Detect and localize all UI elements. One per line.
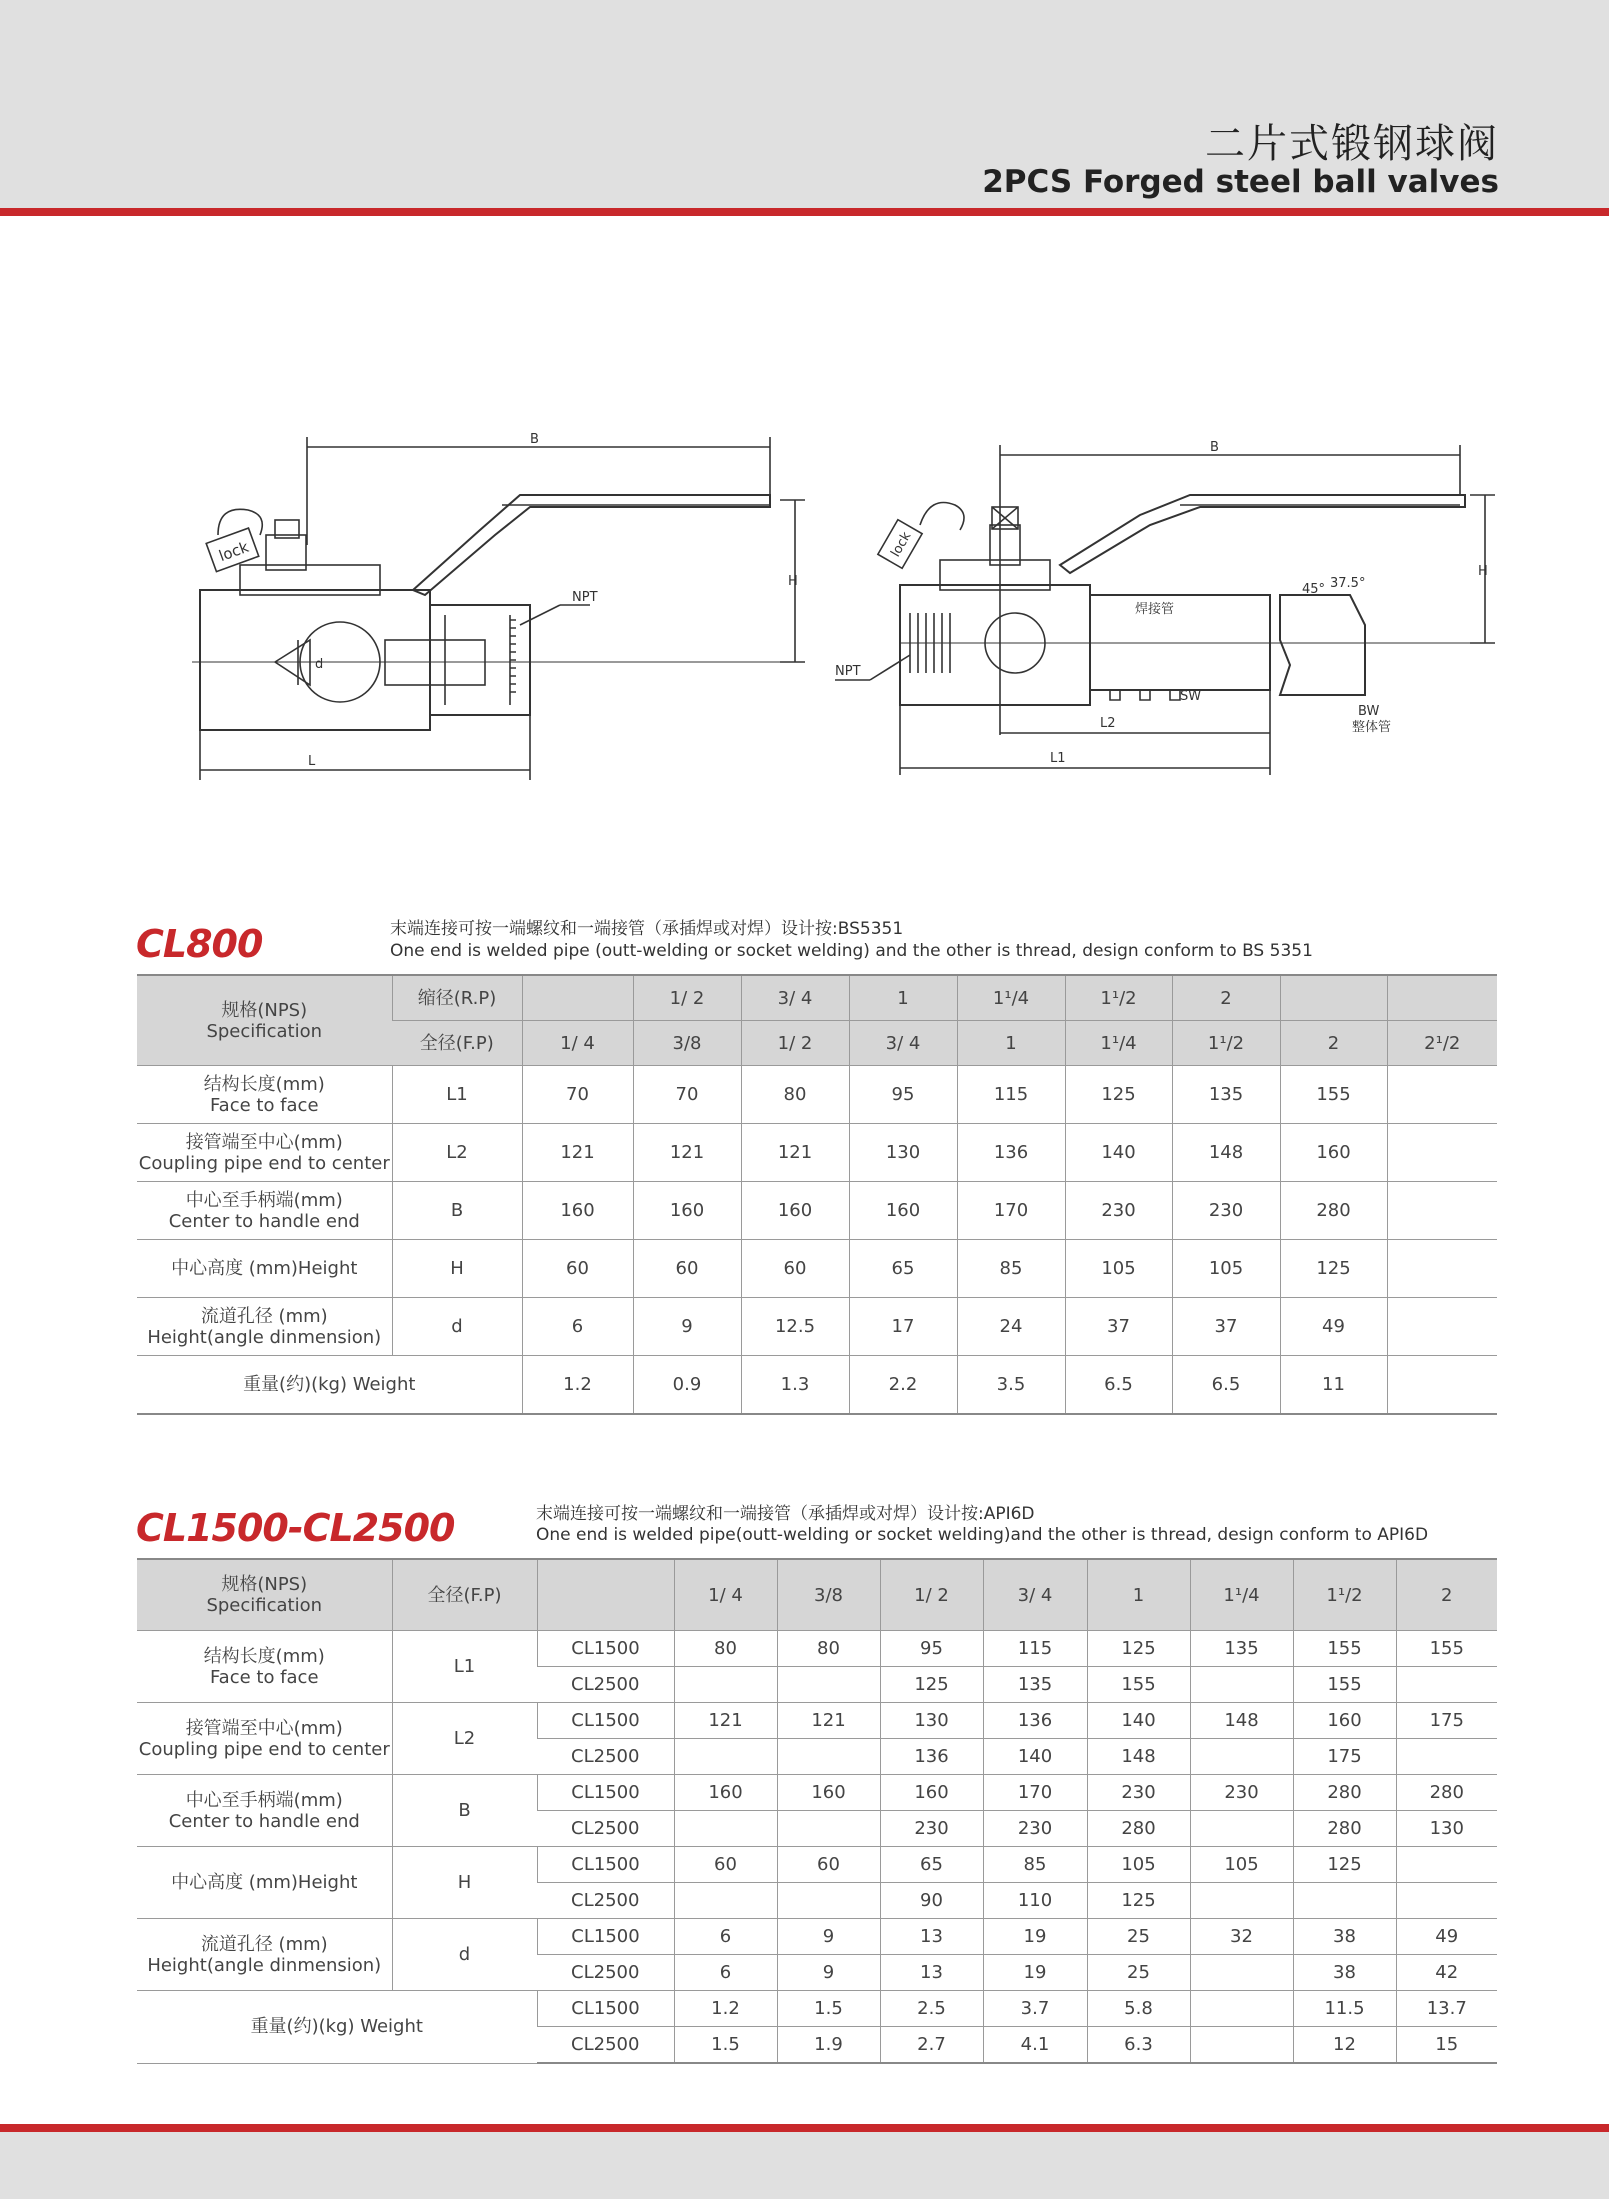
value-cell: 60 — [674, 1847, 777, 1883]
row-label-cell — [137, 1240, 392, 1298]
row-label-en: Center to handle end — [168, 1210, 360, 1232]
value-cell: 9 — [777, 1919, 880, 1955]
left-h-label: H — [788, 574, 798, 589]
value-cell — [674, 1739, 777, 1775]
value-cell: 135 — [1190, 1631, 1293, 1667]
value-cell: 140 — [1087, 1703, 1190, 1739]
value-cell: 155 — [1087, 1667, 1190, 1703]
value-cell: 2.5 — [880, 1991, 983, 2027]
value-cell: 175 — [1293, 1739, 1396, 1775]
fp-size-cell: 1/ 2 — [741, 1021, 849, 1066]
value-cell: 6 — [674, 1919, 777, 1955]
value-cell: 25 — [1087, 1919, 1190, 1955]
value-cell: 135 — [1172, 1066, 1280, 1124]
row-symbol-cell: H — [392, 1240, 522, 1298]
class-cell: CL1500 — [537, 1775, 674, 1811]
value-cell — [1293, 1883, 1396, 1919]
row-label-en: Face to face — [209, 1094, 319, 1116]
row-label-cell — [137, 1919, 392, 1991]
value-cell: 12.5 — [741, 1298, 849, 1356]
cl800-note-en: One end is welded pipe (outt-welding or socket welding) and the other is thread, design conform to BS 5351 — [390, 941, 1313, 961]
rp-size-cell: 1/ 2 — [633, 975, 741, 1021]
value-cell: 65 — [849, 1240, 957, 1298]
value-cell: 60 — [777, 1847, 880, 1883]
row-label-cn: 中心至手柄端(mm) — [185, 1789, 343, 1811]
value-cell: 1.5 — [674, 2027, 777, 2064]
value-cell — [777, 1739, 880, 1775]
value-cell: 1.5 — [777, 1991, 880, 2027]
row-label-cell — [137, 1124, 392, 1182]
cl800-note-cn: 末端连接可按一端螺纹和一端接管（承插焊或对焊）设计按:BS5351 — [390, 919, 904, 939]
right-bw-label: BW — [1358, 704, 1380, 719]
value-cell: 13.7 — [1396, 1991, 1497, 2027]
value-cell: 11.5 — [1293, 1991, 1396, 2027]
row-label-en: Coupling pipe end to center — [138, 1738, 390, 1760]
rp-size-cell — [1280, 975, 1387, 1021]
rp-size-cell: 3/ 4 — [741, 975, 849, 1021]
value-cell: 1.9 — [777, 2027, 880, 2064]
value-cell: 0.9 — [633, 1356, 741, 1415]
right-b-label: B — [1210, 440, 1219, 455]
class-cell: CL2500 — [537, 1739, 674, 1775]
table-row — [137, 1356, 1497, 1415]
fp-size-cell: 1¹/4 — [1065, 1021, 1172, 1066]
value-cell: 175 — [1396, 1703, 1497, 1739]
spec-label-en: Specification — [206, 1020, 323, 1042]
value-cell: 121 — [741, 1124, 849, 1182]
fp-size-cell: 3/8 — [633, 1021, 741, 1066]
table-row — [137, 1775, 1497, 1811]
value-cell: 280 — [1280, 1182, 1387, 1240]
value-cell: 70 — [633, 1066, 741, 1124]
footer-divider — [0, 2124, 1609, 2132]
cl1500-note-cn: 末端连接可按一端螺纹和一端接管（承插焊或对焊）设计按:API6D — [536, 1504, 1035, 1524]
value-cell: 148 — [1087, 1739, 1190, 1775]
size-cell: 1 — [1087, 1559, 1190, 1631]
value-cell: 170 — [957, 1182, 1065, 1240]
value-cell: 148 — [1172, 1124, 1280, 1182]
row-label-cn: 结构长度(mm) — [203, 1645, 325, 1667]
table-row — [137, 1991, 1497, 2027]
value-cell: 140 — [983, 1739, 1087, 1775]
cl1500-note-en: One end is welded pipe(outt-welding or socket welding)and the other is thread, design conform to API6D — [536, 1525, 1429, 1545]
row-label-cell — [137, 1298, 392, 1356]
value-cell: 280 — [1293, 1775, 1396, 1811]
table-row — [137, 1066, 1497, 1124]
value-cell — [1190, 1991, 1293, 2027]
right-l2-label: L2 — [1100, 716, 1116, 731]
value-cell: 4.1 — [983, 2027, 1087, 2064]
value-cell — [1396, 1739, 1497, 1775]
value-cell: 6.3 — [1087, 2027, 1190, 2064]
value-cell: 121 — [522, 1124, 633, 1182]
valve-technical-drawing — [180, 425, 1488, 805]
value-cell: 230 — [880, 1811, 983, 1847]
left-lock-label: lock — [216, 537, 252, 566]
value-cell: 230 — [1087, 1775, 1190, 1811]
value-cell: 230 — [1190, 1775, 1293, 1811]
value-cell: 13 — [880, 1955, 983, 1991]
row-label-cell — [137, 1847, 392, 1919]
size-cell: 1/ 2 — [880, 1559, 983, 1631]
value-cell — [1387, 1124, 1497, 1182]
value-cell: 125 — [1280, 1240, 1387, 1298]
right-weld-pipe-label: 焊接管 — [1135, 602, 1175, 617]
page-title-en: 2PCS Forged steel ball valves — [982, 164, 1499, 200]
row-symbol-cell: B — [392, 1775, 537, 1847]
left-b-label: B — [530, 432, 539, 447]
fp-size-cell: 1/ 4 — [522, 1021, 633, 1066]
rp-size-cell: 1 — [849, 975, 957, 1021]
row-label-cn: 中心高度 (mm)Height — [171, 1872, 358, 1893]
rp-size-cell — [1387, 975, 1497, 1021]
class-cell: CL1500 — [537, 1703, 674, 1739]
cl800-title: CL800 — [136, 922, 263, 966]
value-cell: 80 — [674, 1631, 777, 1667]
value-cell: 60 — [633, 1240, 741, 1298]
value-cell: 140 — [1065, 1124, 1172, 1182]
row-label-cell — [137, 1182, 392, 1240]
cl800-table — [137, 974, 1497, 1415]
fp-size-cell: 2 — [1280, 1021, 1387, 1066]
blank-header-cell — [537, 1559, 674, 1631]
table-row — [137, 1240, 1497, 1298]
value-cell: 136 — [957, 1124, 1065, 1182]
weight-label-cell: 重量(约)(kg) Weight — [137, 1991, 537, 2064]
fp-label-cell: 全径(F.P) — [392, 1559, 537, 1631]
value-cell — [1190, 1739, 1293, 1775]
fp-label-cell: 全径(F.P) — [392, 1021, 522, 1066]
value-cell: 125 — [1293, 1847, 1396, 1883]
value-cell: 80 — [777, 1631, 880, 1667]
value-cell: 160 — [633, 1182, 741, 1240]
table-row — [137, 1703, 1497, 1739]
class-cell: CL1500 — [537, 1991, 674, 2027]
class-cell: CL1500 — [537, 1847, 674, 1883]
value-cell: 95 — [880, 1631, 983, 1667]
right-lock-label: lock — [888, 529, 915, 560]
value-cell: 24 — [957, 1298, 1065, 1356]
row-label-en: Coupling pipe end to center — [138, 1152, 390, 1174]
value-cell: 95 — [849, 1066, 957, 1124]
value-cell: 6.5 — [1172, 1356, 1280, 1415]
value-cell: 49 — [1396, 1919, 1497, 1955]
row-label-en: Height(angle dinmension) — [147, 1954, 382, 1976]
value-cell: 19 — [983, 1919, 1087, 1955]
left-d-label: d — [315, 657, 324, 672]
row-label-en: Center to handle end — [168, 1810, 360, 1832]
value-cell: 160 — [741, 1182, 849, 1240]
value-cell: 155 — [1293, 1631, 1396, 1667]
value-cell: 105 — [1065, 1240, 1172, 1298]
value-cell: 6.5 — [1065, 1356, 1172, 1415]
class-cell: CL1500 — [537, 1631, 674, 1667]
page-title-cn: 二片式锻钢球阀 — [1205, 121, 1499, 167]
table-row — [137, 1182, 1497, 1240]
value-cell: 125 — [1087, 1631, 1190, 1667]
value-cell — [674, 1667, 777, 1703]
right-valve-drawing — [835, 440, 1495, 775]
value-cell: 42 — [1396, 1955, 1497, 1991]
value-cell: 155 — [1396, 1631, 1497, 1667]
cl1500-title: CL1500-CL2500 — [136, 1506, 455, 1550]
row-label-cell — [137, 1775, 392, 1847]
value-cell: 12 — [1293, 2027, 1396, 2064]
fp-size-cell: 1 — [957, 1021, 1065, 1066]
value-cell — [1396, 1847, 1497, 1883]
value-cell: 155 — [1293, 1667, 1396, 1703]
value-cell: 148 — [1190, 1703, 1293, 1739]
value-cell: 125 — [1087, 1883, 1190, 1919]
value-cell — [777, 1883, 880, 1919]
class-cell: CL2500 — [537, 2027, 674, 2064]
row-label-cell — [137, 1703, 392, 1775]
value-cell: 121 — [633, 1124, 741, 1182]
value-cell: 32 — [1190, 1919, 1293, 1955]
fp-size-cell: 2¹/2 — [1387, 1021, 1497, 1066]
spec-label-cn: 规格(NPS) — [221, 999, 308, 1021]
value-cell — [1190, 1811, 1293, 1847]
value-cell: 25 — [1087, 1955, 1190, 1991]
value-cell: 38 — [1293, 1955, 1396, 1991]
value-cell: 80 — [741, 1066, 849, 1124]
class-cell: CL2500 — [537, 1955, 674, 1991]
row-label-cn: 中心高度 (mm)Height — [171, 1258, 358, 1279]
value-cell: 155 — [1280, 1066, 1387, 1124]
value-cell: 1.2 — [522, 1356, 633, 1415]
value-cell — [1387, 1356, 1497, 1415]
value-cell — [1387, 1182, 1497, 1240]
row-symbol-cell: L2 — [392, 1703, 537, 1775]
cl1500-table — [137, 1558, 1497, 2064]
row-symbol-cell: L1 — [392, 1066, 522, 1124]
value-cell: 110 — [983, 1883, 1087, 1919]
value-cell: 280 — [1396, 1775, 1497, 1811]
page-header — [0, 0, 1609, 208]
right-l1-label: L1 — [1050, 751, 1066, 766]
value-cell: 121 — [777, 1703, 880, 1739]
row-label-cn: 中心至手柄端(mm) — [185, 1189, 343, 1211]
right-whole-pipe-label: 整体管 — [1352, 720, 1392, 735]
size-cell: 3/8 — [777, 1559, 880, 1631]
value-cell: 38 — [1293, 1919, 1396, 1955]
right-angle2-label: 37.5° — [1330, 576, 1366, 591]
value-cell: 230 — [1065, 1182, 1172, 1240]
value-cell: 6 — [674, 1955, 777, 1991]
right-angle1-label: 45° — [1302, 582, 1326, 597]
row-symbol-cell: L2 — [392, 1124, 522, 1182]
size-cell: 2 — [1396, 1559, 1497, 1631]
value-cell: 49 — [1280, 1298, 1387, 1356]
value-cell: 105 — [1087, 1847, 1190, 1883]
spec-label-cn: 规格(NPS) — [221, 1574, 308, 1595]
value-cell: 115 — [957, 1066, 1065, 1124]
value-cell: 15 — [1396, 2027, 1497, 2064]
left-l-label: L — [308, 754, 316, 769]
value-cell: 2.7 — [880, 2027, 983, 2064]
value-cell: 1.2 — [674, 1991, 777, 2027]
value-cell: 3.5 — [957, 1356, 1065, 1415]
value-cell: 125 — [880, 1667, 983, 1703]
right-h-label: H — [1478, 564, 1488, 579]
value-cell — [1190, 1883, 1293, 1919]
value-cell: 136 — [983, 1703, 1087, 1739]
table-row — [137, 1847, 1497, 1883]
value-cell — [1396, 1667, 1497, 1703]
weight-label-cell: 重量(约)(kg) Weight — [137, 1356, 522, 1415]
row-label-en: Height(angle dinmension) — [147, 1326, 382, 1348]
page-footer — [0, 2132, 1609, 2199]
row-symbol-cell: B — [392, 1182, 522, 1240]
class-cell: CL1500 — [537, 1919, 674, 1955]
value-cell: 60 — [522, 1240, 633, 1298]
value-cell: 160 — [522, 1182, 633, 1240]
table-row — [137, 975, 1497, 1021]
value-cell: 17 — [849, 1298, 957, 1356]
row-label-cn: 流道孔径 (mm) — [200, 1933, 328, 1955]
value-cell: 135 — [983, 1667, 1087, 1703]
value-cell: 160 — [1293, 1703, 1396, 1739]
value-cell — [674, 1883, 777, 1919]
row-symbol-cell: L1 — [392, 1631, 537, 1703]
value-cell: 85 — [983, 1847, 1087, 1883]
row-label-cn: 流道孔径 (mm) — [200, 1305, 328, 1327]
size-cell: 3/ 4 — [983, 1559, 1087, 1631]
header-divider — [0, 208, 1609, 216]
table-row — [137, 1559, 1497, 1631]
value-cell — [1190, 2027, 1293, 2064]
value-cell: 230 — [983, 1811, 1087, 1847]
value-cell — [1190, 1667, 1293, 1703]
value-cell: 2.2 — [849, 1356, 957, 1415]
value-cell — [1387, 1298, 1497, 1356]
row-label-cn: 结构长度(mm) — [203, 1073, 325, 1095]
value-cell: 19 — [983, 1955, 1087, 1991]
value-cell: 11 — [1280, 1356, 1387, 1415]
value-cell: 160 — [849, 1182, 957, 1240]
value-cell — [674, 1811, 777, 1847]
size-cell: 1¹/4 — [1190, 1559, 1293, 1631]
value-cell: 160 — [674, 1775, 777, 1811]
value-cell: 280 — [1293, 1811, 1396, 1847]
value-cell: 60 — [741, 1240, 849, 1298]
value-cell: 5.8 — [1087, 1991, 1190, 2027]
fp-size-cell: 3/ 4 — [849, 1021, 957, 1066]
row-label-cn: 接管端至中心(mm) — [185, 1131, 343, 1153]
row-label-cn: 接管端至中心(mm) — [185, 1717, 343, 1739]
rp-size-cell — [522, 975, 633, 1021]
value-cell — [1190, 1955, 1293, 1991]
value-cell — [1387, 1066, 1497, 1124]
table-row — [137, 1919, 1497, 1955]
value-cell: 160 — [777, 1775, 880, 1811]
row-symbol-cell: d — [392, 1919, 537, 1991]
value-cell: 6 — [522, 1298, 633, 1356]
row-label-en: Face to face — [209, 1666, 319, 1688]
value-cell — [777, 1811, 880, 1847]
value-cell: 3.7 — [983, 1991, 1087, 2027]
table-row — [137, 1298, 1497, 1356]
value-cell: 105 — [1190, 1847, 1293, 1883]
value-cell: 130 — [880, 1703, 983, 1739]
value-cell: 125 — [1065, 1066, 1172, 1124]
value-cell: 230 — [1172, 1182, 1280, 1240]
value-cell: 280 — [1087, 1811, 1190, 1847]
row-symbol-cell: H — [392, 1847, 537, 1919]
value-cell — [1387, 1240, 1497, 1298]
left-npt-label: NPT — [572, 590, 598, 605]
value-cell: 70 — [522, 1066, 633, 1124]
value-cell: 37 — [1172, 1298, 1280, 1356]
value-cell: 9 — [633, 1298, 741, 1356]
table-row — [137, 1631, 1497, 1667]
value-cell: 85 — [957, 1240, 1065, 1298]
value-cell: 90 — [880, 1883, 983, 1919]
value-cell: 37 — [1065, 1298, 1172, 1356]
row-label-cell — [137, 1631, 392, 1703]
value-cell: 130 — [1396, 1811, 1497, 1847]
size-cell: 1/ 4 — [674, 1559, 777, 1631]
right-npt-label: NPT — [835, 664, 861, 679]
class-cell: CL2500 — [537, 1811, 674, 1847]
row-label-cell — [137, 1066, 392, 1124]
table-row — [137, 1124, 1497, 1182]
class-cell: CL2500 — [537, 1883, 674, 1919]
rp-size-cell: 2 — [1172, 975, 1280, 1021]
size-cell: 1¹/2 — [1293, 1559, 1396, 1631]
rp-size-cell: 1¹/4 — [957, 975, 1065, 1021]
value-cell: 1.3 — [741, 1356, 849, 1415]
value-cell: 136 — [880, 1739, 983, 1775]
spec-header-cell — [137, 1559, 392, 1631]
value-cell: 160 — [1280, 1124, 1387, 1182]
value-cell: 160 — [880, 1775, 983, 1811]
rp-size-cell: 1¹/2 — [1065, 975, 1172, 1021]
rp-label-cell: 缩径(R.P) — [392, 975, 522, 1021]
value-cell: 9 — [777, 1955, 880, 1991]
value-cell: 121 — [674, 1703, 777, 1739]
value-cell — [1396, 1883, 1497, 1919]
left-valve-drawing — [192, 432, 805, 780]
class-cell: CL2500 — [537, 1667, 674, 1703]
value-cell: 13 — [880, 1919, 983, 1955]
value-cell: 115 — [983, 1631, 1087, 1667]
value-cell: 65 — [880, 1847, 983, 1883]
row-symbol-cell: d — [392, 1298, 522, 1356]
value-cell: 170 — [983, 1775, 1087, 1811]
right-sw-label: SW — [1180, 689, 1202, 704]
value-cell — [777, 1667, 880, 1703]
value-cell: 105 — [1172, 1240, 1280, 1298]
spec-header-cell — [137, 975, 392, 1066]
spec-label-en: Specification — [206, 1595, 323, 1616]
fp-size-cell: 1¹/2 — [1172, 1021, 1280, 1066]
value-cell: 130 — [849, 1124, 957, 1182]
